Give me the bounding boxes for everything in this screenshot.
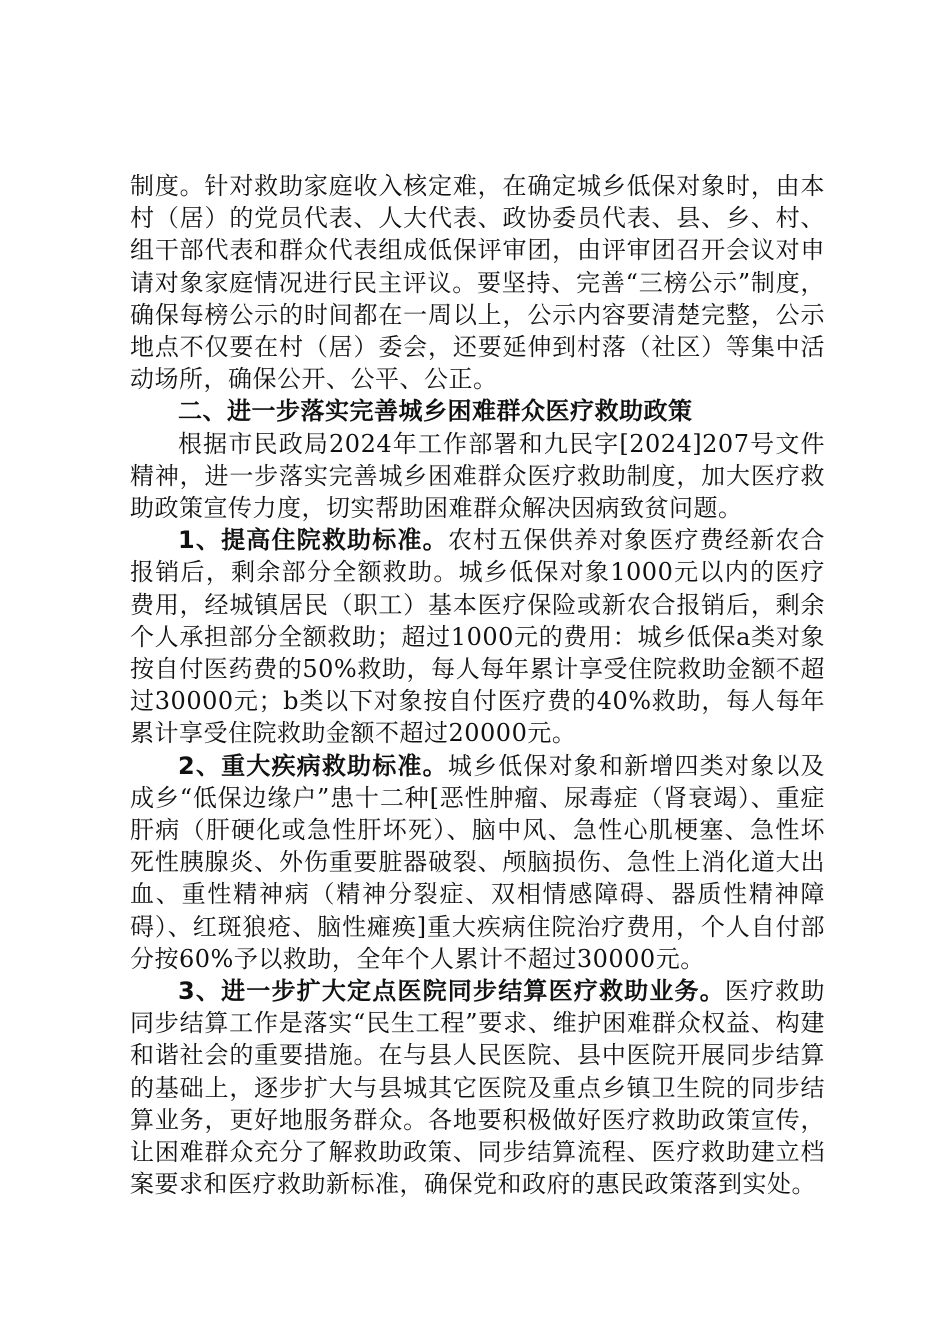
item-1-paragraph (130, 524, 825, 749)
item-1-body: 农村五保供养对象医疗费经新农合报销后，剩余部分全额救助。城乡低保对象1000元以内的医疗费用，经城镇居民（职工）基本医疗保险或新农合报销后，剩余个人承担部分全额救助；超过1000元的费用：城乡低保a类对象按自付医药费的50%救助，每人每年累计享受住院救助金额不超过30000元；b类以下对象按自付医疗费的40%救助，每人每年累计享受住院救助金额不超过20000元。 (130, 526, 825, 748)
item-2-paragraph (130, 750, 825, 975)
section-intro-paragraph: 根据市民政局2024年工作部署和九民字[2024]207号文件精神，进一步落实完善城乡困难群众医疗救助制度，加大医疗救助政策宣传力度，切实帮助困难群众解决因病致贫问题。 (130, 429, 825, 523)
item-2-lead: 2、重大疾病救助标准。 (178, 751, 448, 780)
document-page (130, 170, 825, 1201)
item-3-paragraph (130, 975, 825, 1200)
item-3-lead: 3、进一步扩大定点医院同步结算医疗救助业务。 (178, 977, 725, 1006)
item-3-body: 医疗救助同步结算工作是落实“民生工程”要求、维护困难群众权益、构建和谐社会的重要措施。在与县人民医院、县中医院开展同步结算的基础上，逐步扩大与县城其它医院及重点乡镇卫生院的同步结算业务，更好地服务群众。各地要积极做好医疗救助政策宣传，让困难群众充分了解救助政策、同步结算流程、医疗救助建立档案要求和医疗救助新标准，确保党和政府的惠民政策落到实处。 (130, 977, 825, 1199)
item-1-lead: 1、提高住院救助标准。 (178, 526, 448, 555)
continued-paragraph: 制度。针对救助家庭收入核定难，在确定城乡低保对象时，由本村（居）的党员代表、人大代表、政协委员代表、县、乡、村、组干部代表和群众代表组成低保评审团，由评审团召开会议对申请对象家庭情况进行民主评议。要坚持、完善“三榜公示”制度，确保每榜公示的时间都在一周以上，公示内容要清楚完整，公示地点不仅要在村（居）委会，还要延伸到村落（社区）等集中活动场所，确保公开、公平、公正。 (130, 172, 825, 394)
section-heading: 二、进一步落实完善城乡困难群众医疗救助政策 (178, 397, 693, 426)
item-2-body: 城乡低保对象和新增四类对象以及成乡“低保边缘户”患十二种[恶性肿瘤、尿毒症（肾衰竭）、重症肝病（肝硬化或急性肝坏死）、脑中风、急性心肌梗塞、急性坏死性胰腺炎、外伤重要脏器破裂、颅脑损伤、急性上消化道大出血、重性精神病（精神分裂症、双相情感障碍、器质性精神障碍）、红斑狼疮、脑性瘫痪]重大疾病住院治疗费用，个人自付部分按60%予以救助，全年个人累计不超过30000元。 (130, 751, 825, 973)
